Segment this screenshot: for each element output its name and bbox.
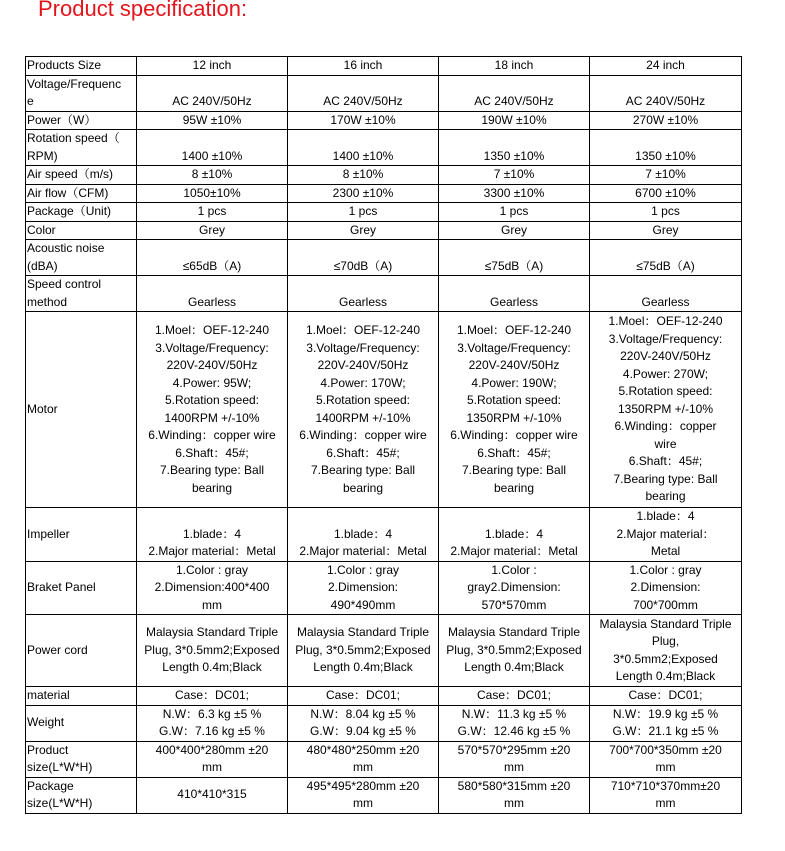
cell: 170W ±10% bbox=[288, 111, 439, 130]
cell: 8 ±10% bbox=[137, 166, 288, 185]
page-title: Product specification: bbox=[38, 0, 248, 21]
row-label: Rotation speed（ RPM) bbox=[26, 130, 137, 166]
row-label: Power cord bbox=[26, 615, 137, 687]
cell: 580*580*315mm ±20 mm bbox=[439, 777, 590, 813]
row-package-size bbox=[26, 777, 742, 813]
cell: 95W ±10% bbox=[137, 111, 288, 130]
cell: Case：DC01; bbox=[439, 687, 590, 706]
cell: 400*400*280mm ±20 mm bbox=[137, 741, 288, 777]
cell: Gearless bbox=[137, 276, 288, 312]
cell: 270W ±10% bbox=[590, 111, 742, 130]
cell: N.W：11.3 kg ±5 % G.W：12.46 kg ±5 % bbox=[439, 705, 590, 741]
row-label: Impeller bbox=[26, 508, 137, 562]
cell: Malaysia Standard Triple Plug, 3*0.5mm2;Exposed Length 0.4m;Black bbox=[590, 615, 742, 687]
cell: Gearless bbox=[439, 276, 590, 312]
row-impeller bbox=[26, 508, 742, 562]
cell: N.W：8.04 kg ±5 % G.W：9.04 kg ±5 % bbox=[288, 705, 439, 741]
cell: 7 ±10% bbox=[590, 166, 742, 185]
cell: 570*570*295mm ±20 mm bbox=[439, 741, 590, 777]
row-rotation bbox=[26, 130, 742, 166]
cell: 1.Color : gray 2.Dimension:400*400 mm bbox=[137, 561, 288, 615]
row-label: Air flow（CFM) bbox=[26, 184, 137, 203]
cell: Case：DC01; bbox=[137, 687, 288, 706]
row-label: Speed control method bbox=[26, 276, 137, 312]
header-size: 12 inch bbox=[137, 57, 288, 76]
cell: Case：DC01; bbox=[288, 687, 439, 706]
cell: 1.Color : gray 2.Dimension: 700*700mm bbox=[590, 561, 742, 615]
cell: 1.blade：4 2.Major material：Metal bbox=[439, 508, 590, 562]
cell: ≤70dB（A) bbox=[288, 240, 439, 276]
cell: N.W：6.3 kg ±5 % G.W：7.16 kg ±5 % bbox=[137, 705, 288, 741]
cell: Malaysia Standard Triple Plug, 3*0.5mm2;Exposed Length 0.4m;Black bbox=[137, 615, 288, 687]
cell: 1.blade：4 2.Major material： Metal bbox=[590, 508, 742, 562]
header-size: 18 inch bbox=[439, 57, 590, 76]
row-noise bbox=[26, 240, 742, 276]
cell: Gearless bbox=[288, 276, 439, 312]
cell: ≤75dB（A) bbox=[590, 240, 742, 276]
cell: Malaysia Standard Triple Plug, 3*0.5mm2;Exposed Length 0.4m;Black bbox=[288, 615, 439, 687]
row-label: Voltage/Frequenc e bbox=[26, 75, 137, 111]
cell: AC 240V/50Hz bbox=[590, 75, 742, 111]
cell: 1350 ±10% bbox=[590, 130, 742, 166]
row-label: Acoustic noise (dBA) bbox=[26, 240, 137, 276]
row-label: Weight bbox=[26, 705, 137, 741]
cell: 1 pcs bbox=[439, 203, 590, 222]
cell: AC 240V/50Hz bbox=[137, 75, 288, 111]
cell: 6700 ±10% bbox=[590, 184, 742, 203]
cell: Grey bbox=[288, 221, 439, 240]
cell: 480*480*250mm ±20 mm bbox=[288, 741, 439, 777]
cell: 1400 ±10% bbox=[137, 130, 288, 166]
cell: 410*410*315 bbox=[137, 777, 288, 813]
cell: N.W：19.9 kg ±5 % G.W：21.1 kg ±5 % bbox=[590, 705, 742, 741]
row-speed-control bbox=[26, 276, 742, 312]
row-label: Air speed（m/s) bbox=[26, 166, 137, 185]
row-color bbox=[26, 221, 742, 240]
row-label: Braket Panel bbox=[26, 561, 137, 615]
row-panel bbox=[26, 561, 742, 615]
header-products-size: Products Size bbox=[26, 57, 137, 76]
row-package bbox=[26, 203, 742, 222]
header-size: 16 inch bbox=[288, 57, 439, 76]
header-size: 24 inch bbox=[590, 57, 742, 76]
cell: ≤75dB（A) bbox=[439, 240, 590, 276]
row-air-flow bbox=[26, 184, 742, 203]
cell: 1 pcs bbox=[288, 203, 439, 222]
row-power-cord bbox=[26, 615, 742, 687]
row-power bbox=[26, 111, 742, 130]
cell: 7 ±10% bbox=[439, 166, 590, 185]
cell: 1.blade：4 2.Major material：Metal bbox=[288, 508, 439, 562]
row-weight bbox=[26, 705, 742, 741]
cell: Case：DC01; bbox=[590, 687, 742, 706]
cell: AC 240V/50Hz bbox=[439, 75, 590, 111]
row-product-size bbox=[26, 741, 742, 777]
spec-table bbox=[25, 56, 742, 814]
header-row bbox=[26, 57, 742, 76]
row-label: material bbox=[26, 687, 137, 706]
cell: Grey bbox=[439, 221, 590, 240]
cell: 710*710*370mm±20 mm bbox=[590, 777, 742, 813]
cell: 3300 ±10% bbox=[439, 184, 590, 203]
row-label: Package size(L*W*H) bbox=[26, 777, 137, 813]
cell: Grey bbox=[137, 221, 288, 240]
cell: 1.Moel：OEF-12-240 3.Voltage/Frequency: 220V-240V/50Hz 4.Power: 270W; 5.Rotation speed: 1350RPM +/-10% 6.Winding：copper wire 6.Shaft：45#; 7.Bearing type: Ball bearing bbox=[590, 312, 742, 508]
row-label: Product size(L*W*H) bbox=[26, 741, 137, 777]
cell: 1.Moel：OEF-12-240 3.Voltage/Frequency: 220V-240V/50Hz 4.Power: 170W; 5.Rotation speed: 1400RPM +/-10% 6.Winding：copper wire 6.Shaft：45#; 7.Bearing type: Ball bearing bbox=[288, 312, 439, 508]
cell: 190W ±10% bbox=[439, 111, 590, 130]
cell: 1050±10% bbox=[137, 184, 288, 203]
cell: 1350 ±10% bbox=[439, 130, 590, 166]
cell: 1.Color : gray2.Dimension: 570*570mm bbox=[439, 561, 590, 615]
cell: 8 ±10% bbox=[288, 166, 439, 185]
cell: Gearless bbox=[590, 276, 742, 312]
cell: 495*495*280mm ±20 mm bbox=[288, 777, 439, 813]
row-label: Motor bbox=[26, 312, 137, 508]
cell: 1 pcs bbox=[137, 203, 288, 222]
row-material bbox=[26, 687, 742, 706]
cell: Grey bbox=[590, 221, 742, 240]
cell: 1400 ±10% bbox=[288, 130, 439, 166]
row-label: Color bbox=[26, 221, 137, 240]
cell: 700*700*350mm ±20 mm bbox=[590, 741, 742, 777]
row-air-speed bbox=[26, 166, 742, 185]
cell: 2300 ±10% bbox=[288, 184, 439, 203]
row-label: Package（Unit) bbox=[26, 203, 137, 222]
cell: ≤65dB（A) bbox=[137, 240, 288, 276]
row-label: Power（W） bbox=[26, 111, 137, 130]
cell: Malaysia Standard Triple Plug, 3*0.5mm2;Exposed Length 0.4m;Black bbox=[439, 615, 590, 687]
row-motor bbox=[26, 312, 742, 508]
cell: 1.blade：4 2.Major material：Metal bbox=[137, 508, 288, 562]
cell: 1 pcs bbox=[590, 203, 742, 222]
row-voltage bbox=[26, 75, 742, 111]
cell: AC 240V/50Hz bbox=[288, 75, 439, 111]
cell: 1.Moel：OEF-12-240 3.Voltage/Frequency: 220V-240V/50Hz 4.Power: 190W; 5.Rotation speed: 1350RPM +/-10% 6.Winding：copper wire 6.Shaft：45#; 7.Bearing type: Ball bearing bbox=[439, 312, 590, 508]
cell: 1.Moel：OEF-12-240 3.Voltage/Frequency: 220V-240V/50Hz 4.Power: 95W; 5.Rotation speed: 1400RPM +/-10% 6.Winding：copper wire 6.Shaft：45#; 7.Bearing type: Ball bearing bbox=[137, 312, 288, 508]
cell: 1.Color : gray 2.Dimension: 490*490mm bbox=[288, 561, 439, 615]
